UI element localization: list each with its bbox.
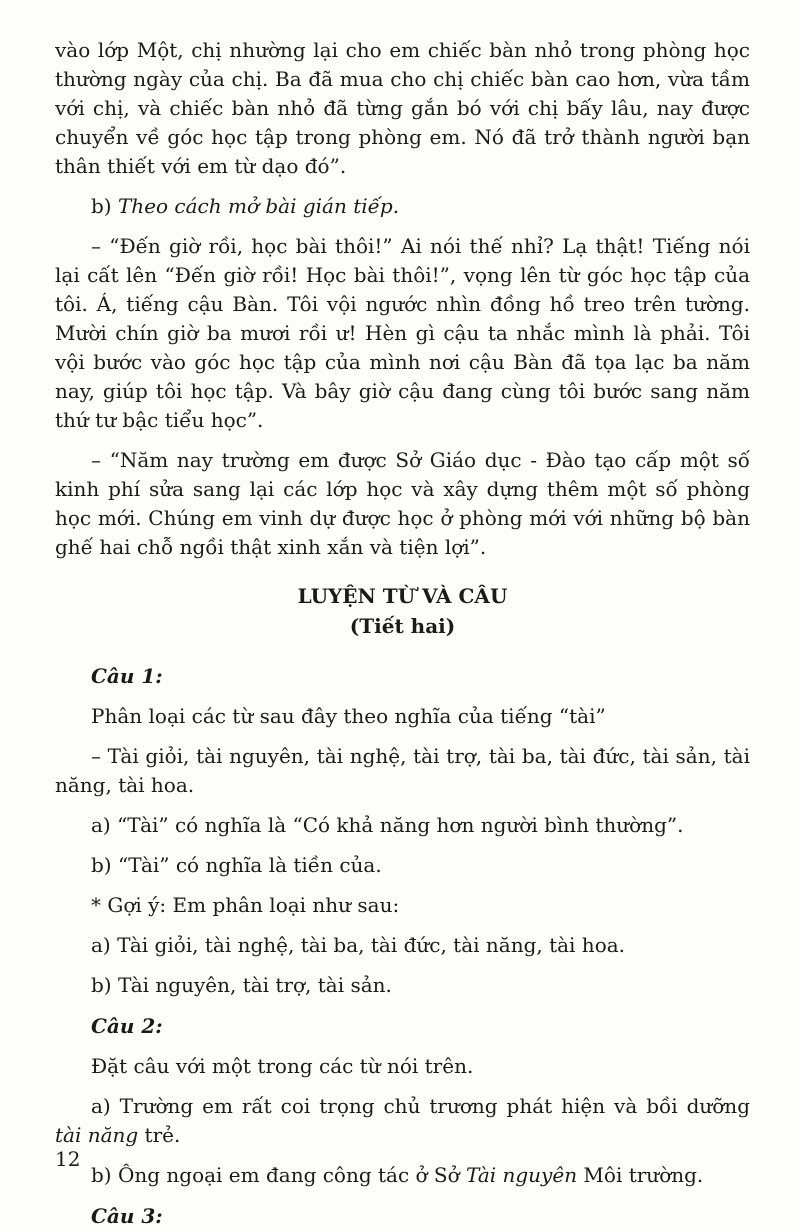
question-1-label: Câu 1:	[91, 664, 163, 688]
answer-a-end: trẻ.	[138, 1123, 181, 1147]
intro-paragraph-3: – “Năm nay trường em được Sở Giáo dục - Đào tạo cấp một số kinh phí sửa sang lại các lớp học và xây dựng thêm một số phòng học mới. Chúng em vinh dự được học ở phòng mới với những bộ bàn ghế hai chỗ ngồi thật xinh xắn và tiện lợi”.	[55, 448, 750, 559]
question-1-hint: * Gợi ý: Em phân loại như sau:	[91, 893, 400, 917]
answer-a-text: a) Trường em rất coi trọng chủ trương phát hiện và bồi dưỡng	[91, 1094, 750, 1118]
question-3-label: Câu 3:	[91, 1204, 163, 1228]
question-1-prompt: Phân loại các từ sau đây theo nghĩa của tiếng “tài”	[91, 704, 606, 728]
question-2-answer-a	[55, 1092, 750, 1150]
answer-b-end: Môi trường.	[577, 1163, 704, 1187]
answer-b-italic: Tài nguyên	[466, 1163, 578, 1187]
question-2-prompt: Đặt câu với một trong các từ nói trên.	[91, 1054, 474, 1078]
option-b-title: Theo cách mở bài gián tiếp.	[117, 194, 400, 218]
question-1-option-b: b) “Tài” có nghĩa là tiền của.	[91, 853, 382, 877]
question-1-answer-b: b) Tài nguyên, tài trợ, tài sản.	[91, 973, 392, 997]
intro-paragraph-1: vào lớp Một, chị nhường lại cho em chiếc bàn nhỏ trong phòng học thường ngày của chị. Ba đã mua cho chị chiếc bàn cao hơn, vừa tầm với chị, và chiếc bàn nhỏ đã từng gắn bó với chị bấy lâu, nay được chuyển về góc học tập trong phòng em. Nó đã trở thành người bạn thân thiết với em từ dạo đó”.	[55, 38, 750, 178]
question-1-words: – Tài giỏi, tài nguyên, tài nghệ, tài trợ, tài ba, tài đức, tài sản, tài năng, tài hoa.	[55, 744, 750, 797]
question-1-option-a: a) “Tài” có nghĩa là “Có khả năng hơn người bình thường”.	[91, 813, 684, 837]
section-subtitle: (Tiết hai)	[349, 614, 456, 638]
section-title: LUYỆN TỪ VÀ CÂU	[297, 584, 508, 608]
intro-paragraph-2: – “Đến giờ rồi, học bài thôi!” Ai nói thế nhỉ? Lạ thật! Tiếng nói lại cất lên “Đến giờ rồi! Học bài thôi!”, vọng lên từ góc học tập của tôi. Á, tiếng cậu Bàn. Tôi vội ngước nhìn đồng hồ treo trên tường. Mười chín giờ ba mươi rồi ư! Hèn gì cậu ta nhắc mình là phải. Tôi vội bước vào góc học tập của mình nơi cậu Bàn đã tọa lạc ba năm nay, giúp tôi học tập. Và bây giờ cậu đang cùng tôi bước sang năm thứ tư bậc tiểu học”.	[55, 234, 750, 432]
answer-b-text: b) Ông ngoại em đang công tác ở Sở	[91, 1163, 467, 1187]
question-1-answer-a: a) Tài giỏi, tài nghệ, tài ba, tài đức, tài năng, tài hoa.	[91, 933, 626, 957]
option-b-heading	[55, 192, 750, 221]
option-b-prefix: b)	[91, 194, 118, 218]
answer-a-italic: tài năng	[55, 1123, 139, 1147]
question-2-answer-b	[55, 1161, 750, 1190]
question-2-label: Câu 2:	[91, 1014, 163, 1038]
page-number: 12	[55, 1147, 81, 1171]
